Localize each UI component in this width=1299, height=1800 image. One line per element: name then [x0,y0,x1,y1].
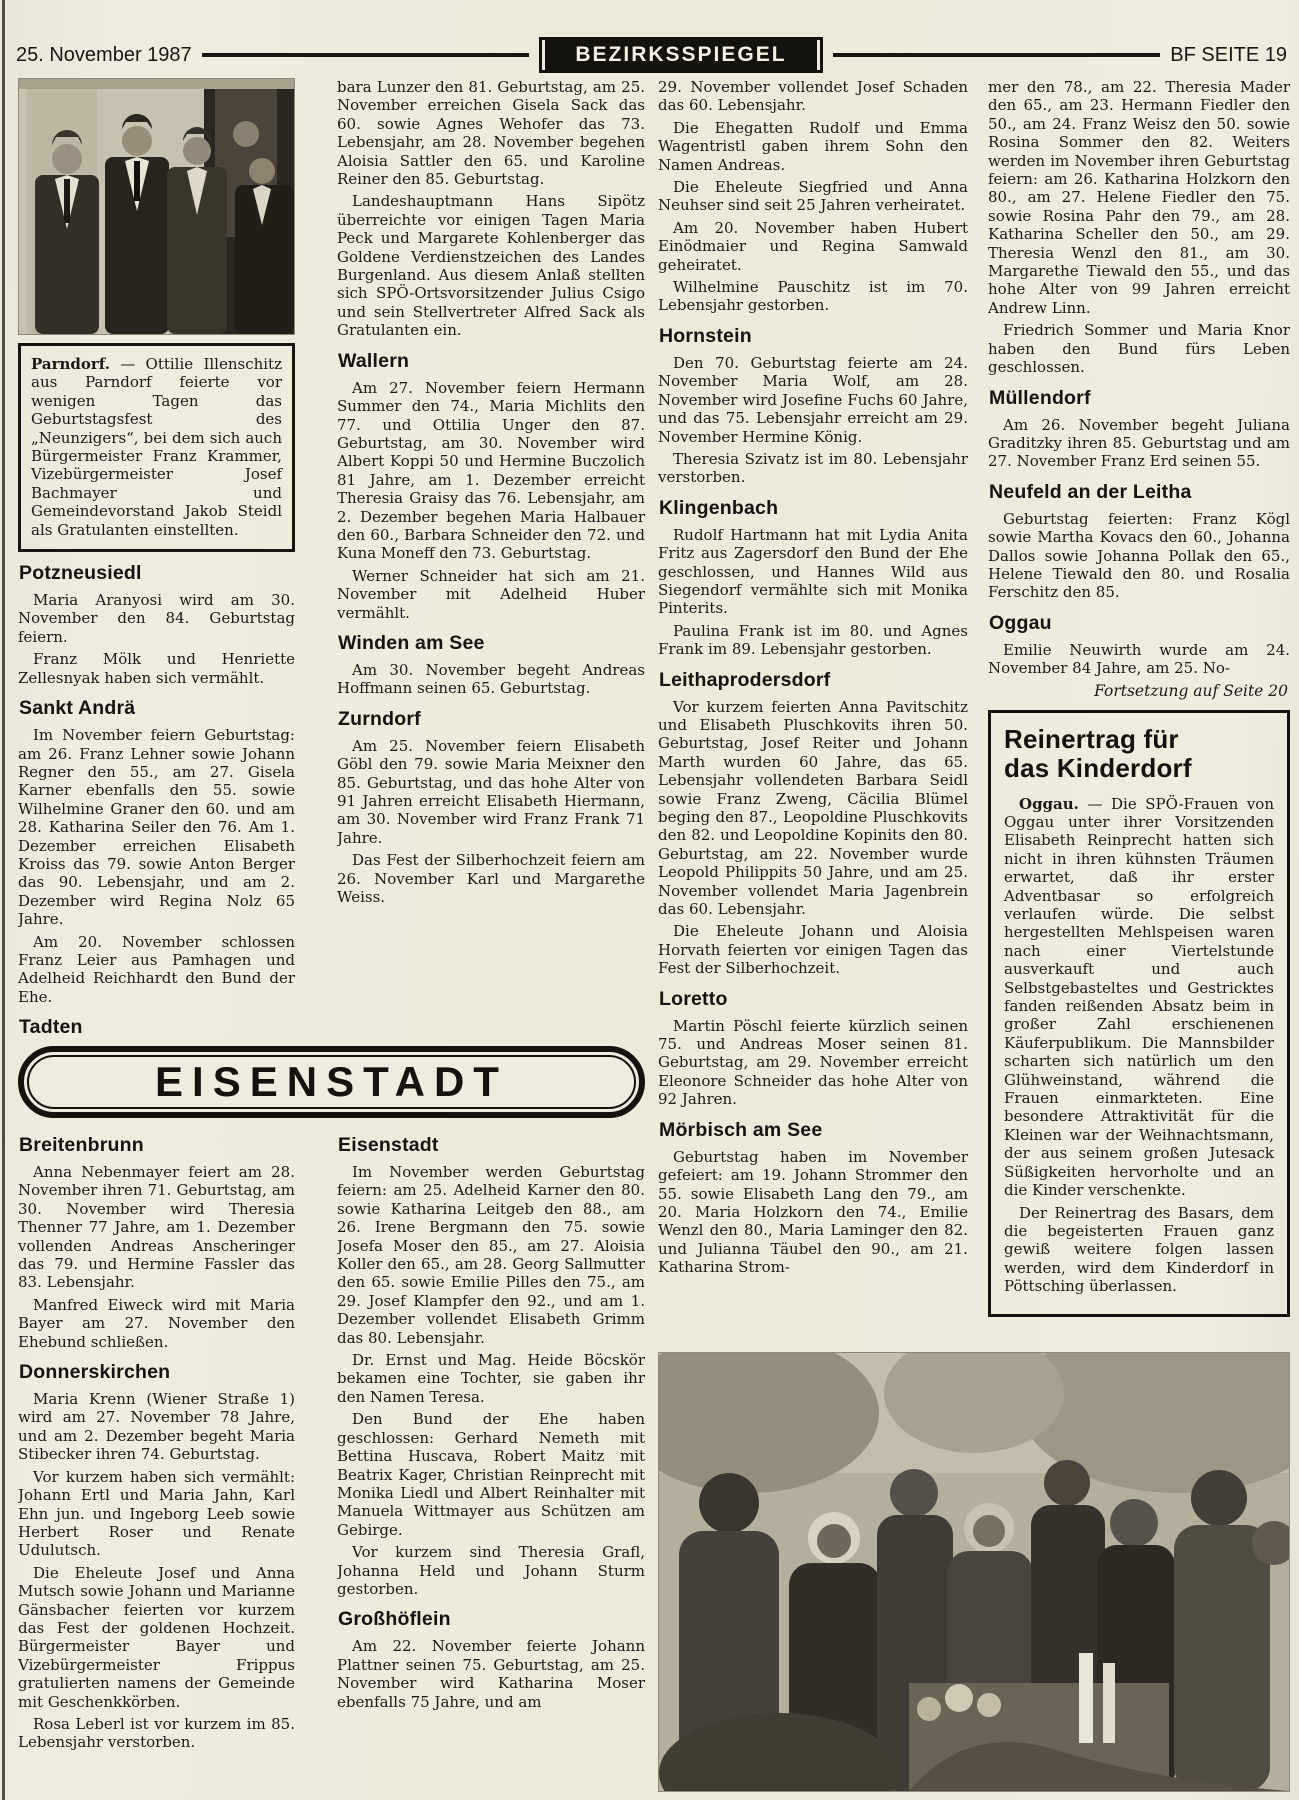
photo-caption-box [18,343,295,552]
section-heading-muellendorf: Müllendorf [989,386,1091,409]
paragraph: Dr. Ernst und Mag. Heide Böcskör bekamen eine Tochter, sie gaben ihr den Namen Teresa. [337,1351,645,1406]
section-heading-wallern: Wallern [338,349,410,372]
section-heading-winden-am-see: Winden am See [338,631,485,654]
column-1-bottom [18,1132,295,1792]
masthead-title: BEZIRKSSPIEGEL [545,39,816,72]
photo-illustration [659,1353,1289,1791]
paragraph: Rosa Leberl ist vor kurzem im 85. Lebensjahr verstorben. [18,1714,295,1752]
section-heading-klingenbach: Klingenbach [659,496,779,519]
paragraph: Franz Mölk und Henriette Zellesnyak haben sich vermählt. [18,650,295,687]
section-heading-eisenstadt: Eisenstadt [338,1134,439,1156]
page-number: BF SEITE 19 [1170,43,1287,66]
column-3 [658,78,968,1346]
eisenstadt-banner [18,1046,645,1118]
section-heading-zurndorf: Zurndorf [338,707,421,730]
masthead-box [539,37,822,73]
paragraph: Den Bund der Ehe haben geschlossen: Gerhard Nemeth mit Bettina Huscava, Robert Maitz mit Beatrix Kager, Christian Reinprecht mit Monika Liedl und Albert Reinhalter mit Manuela Wittmayer aus Schützen am Gebirge. [337,1410,645,1539]
caption-text: — Ottilie Illenschitz aus Parndorf feierte vor wenigen Tagen das Geburtstagsfest des „Neunzigers“, bei dem sich auch Bürgermeister Franz Krammer, Vizebürgermeister Josef Bachmayer und Gemeindevorstand Jakob Steidl als Gratulanten einstellten. [31,355,282,539]
photo-caption [31,355,282,539]
paragraph: Friedrich Sommer und Maria Knor haben den Bund fürs Leben geschlossen. [988,321,1290,377]
section-heading-hornstein: Hornstein [659,324,752,347]
paragraph: Im November feiern Geburtstag: am 26. Franz Lehner sowie Johann Regner den 55., am 27. Gisela Karner ebenfalls den 55. sowie Wilhelmine Graner den 60. und am 28. Katharina Seiler den 76. Am 1. Dezember erreichen Elisabeth Kroiss das 79. sowie Anton Berger das 90. Lebensjahr, und am 2. Dezember wird Regina Nolz 65 Jahre. [18,726,295,929]
column-1-top [18,78,295,1044]
page-header [16,34,1287,76]
section-heading-sankt-andrae: Sankt Andrä [19,697,136,720]
paragraph: Am 25. November feiern Elisabeth Göbl den 79. sowie Maria Meixner den 85. Geburtstag, und das hohe Alter von 91 Jahren erreicht Elisabeth Hiermann, am 30. November wird Franz Frank 71 Jahre. [337,736,645,847]
paragraph: Werner Schneider hat sich am 21. November mit Adelheid Huber vermählt. [337,566,645,622]
paragraph: Das Fest der Silberhochzeit feiern am 26. November Karl und Margarethe Weiss. [337,851,645,907]
section-heading-oggau: Oggau [989,611,1052,634]
paragraph: Paulina Frank ist im 80. und Agnes Frank im 89. Lebensjahr gestorben. [658,621,968,659]
photo-illustration [19,79,294,334]
paragraph: Am 30. November begeht Andreas Hoffmann seinen 65. Geburtstag. [337,660,645,698]
section-heading-neufeld-an-der-leitha: Neufeld an der Leitha [989,480,1192,503]
paragraph: Maria Krenn (Wiener Straße 1) wird am 27. November 78 Jahre, und am 2. Dezember begeht Maria Stibecker ihren 74. Geburtstag. [18,1390,295,1464]
paragraph: Theresia Szivatz ist im 80. Lebensjahr verstorben. [658,449,968,487]
caption-lead: Parndorf. [31,355,110,373]
paragraph: Emilie Neuwirth wurde am 24. November 84 Jahre, am 25. No- [988,640,1290,678]
paragraph: mer den 78., am 22. Theresia Mader den 65., am 23. Hermann Fiedler den 50., am 24. Franz Weisz den 50. sowie Rosina Sommer den 82. Weiters werden im November ihren Geburtstag feiern: am 26. Katharina Holzkorn den 80., am 27. Helene Fiedler den 75. sowie Rosina Pahr den 79., am 28. Katharina Scheller den 50., am 29. Theresia Wenzl den 81., am 30. Margarethe Tiewald den 55., und das hohe Alter von 99 Jahren erreicht Andrew Linn. [988,78,1290,317]
section-heading-tadten: Tadten [19,1016,83,1039]
section-heading-loretto: Loretto [659,987,728,1010]
paragraph: Die Eheleute Josef und Anna Mutsch sowie Johann und Marianne Gänsbacher feierten vor kurzem das Fest der goldenen Hochzeit. Bürgermeister Bayer und Vizebürgermeister Frippus gratulierten namens der Gemeinde mit Geschenkkörben. [18,1563,295,1711]
article-text: — Die SPÖ-Frauen von Oggau unter ihrer Vorsitzenden Elisabeth Reinprecht hatten sich nicht in ihren kühnsten Träumen erwartet, daß ihr erster Adventbasar so erfolgreich verlaufen würde. Die selbst hergestellten Mehlspeisen waren nach einer Viertelstunde ausverkauft und auch Selbstgebasteltes und Gestricktes fanden reißenden Absatz beim in großer Zahl erschienenen Käuferpublikum. Die Mannsbilder scharten sich natürlich um den Glühweinstand, während die Frauen einmarkteten. Eine besondere Attraktivität für die Kleinen war der Weihnachtsmann, der aus seinem großen Jutesack Süßigkeiten hervorholte und an die Kinder verschenkte. [1004,794,1274,1200]
section-heading-breitenbrunn: Breitenbrunn [19,1134,144,1156]
paragraph: 29. November vollendet Josef Schaden das 60. Lebensjahr. [658,78,968,115]
paragraph: Den 70. Geburtstag feierte am 24. November Maria Wolf, am 28. November wird Josefine Fuchs 60 Jahre, und das 75. Lebensjahr erreicht am 29. November Hermine König. [658,353,968,446]
advent-bazaar-photo [658,1352,1290,1792]
paragraph: Geburtstag feierten: Franz Kögl sowie Martha Kovacs den 60., Johanna Dallos sowie Johanna Pollak den 65., Helene Tiewald den 80. und Rosalia Ferschitz den 85. [988,509,1290,602]
paragraph: Vor kurzem feierten Anna Pavitschitz und Elisabeth Pluschkovits ihren 50. Geburtstag, Josef Reiter und Johann Marth wurden 60 Jahre, das 65. Lebensjahr vollendeten Barbara Seidl sowie Franz Zweng, Cäcilia Blümel beging den 87., Leopoldine Pluschkovits den 82. und Leopoldine Kopinits den 80. Geburtstag, am 22. November wurde Leopold Philippits 50 Jahre, und am 25. November vollendet Maria Jagenbrein das 60. Lebensjahr. [658,697,968,919]
paragraph: Martin Pöschl feierte kürzlich seinen 75. und Andreas Moser seinen 81. Geburtstag, am 29. November erreicht Eleonore Schneider das hohe Alter von 92 Jahren. [658,1016,968,1109]
paragraph: bara Lunzer den 81. Geburtstag, am 25. November erreichen Gisela Sack das 60. sowie Agnes Wehofer das 73. Lebensjahr, am 28. November begehen Aloisia Sattler den 65. und Karoline Reiner den 85. Geburtstag. [337,78,645,189]
continuation-note: Fortsetzung auf Seite 20 [1094,681,1288,700]
paragraph: Geburtstag haben im November gefeiert: am 19. Johann Strommer den 55. sowie Elisabeth Lang den 79., am 20. Maria Holzkorn den 74., Emilie Wenzl den 80., Maria Laminger den 82. und Julianna Täubel den 90., am 21. Katharina Strom- [658,1147,968,1277]
article-lead: Oggau. [1019,794,1079,813]
paragraph: Die Eheleute Siegfried und Anna Neuhser sind seit 25 Jahren verheiratet. [658,178,968,215]
paragraph: Der Reinertrag des Basars, dem die begeisterten Frauen ganz gewiß weitere folgen lassen werden, wird dem Kinderdorf in Pöttsching überlassen. [1004,1203,1274,1296]
paragraph: Am 20. November haben Hubert Einödmaier und Regina Samwald geheiratet. [658,218,968,274]
section-heading-potzneusiedl: Potzneusiedl [19,562,142,585]
issue-date: 25. November 1987 [16,43,192,66]
paragraph: Die Eheleute Johann und Aloisia Horvath feierten vor einigen Tagen das Fest der Silberhochzeit. [658,922,968,978]
header-rule-left [202,53,530,57]
scan-edge-artifact [2,0,5,1800]
paragraph: Wilhelmine Pauschitz ist im 70. Lebensjahr gestorben. [658,278,968,315]
article-heading-line1: Reinertrag für [1004,723,1179,754]
paragraph: Vor kurzem sind Theresia Grafl, Johanna Held und Johann Sturm gestorben. [337,1543,645,1598]
article-heading-line2: das Kinderdorf [1004,752,1192,783]
paragraph [1004,795,1274,1200]
paragraph: Am 27. November feiern Hermann Summer den 74., Maria Michlits den 77. und Ottilia Unger den 87. Geburtstag, am 30. November wird Albert Koppi 50 und Hermine Buczolich 81 Jahre, am 1. Dezember erreicht Theresia Graisy das 76. Lebensjahr, am 2. Dezember begehen Maria Halbauer den 60., Barbara Schneider den 72. und Kuna Moneff den 73. Geburtstag. [337,378,645,563]
article-heading [1004,725,1274,783]
section-heading-grosshoeflein: Großhöflein [338,1608,451,1631]
paragraph: Vor kurzem haben sich vermählt: Johann Ertl und Maria Jahn, Karl Ehn jun. und Ingeborg Leeb sowie Herbert Roser und Renate Udulutsch. [18,1467,295,1560]
column-2-top [337,78,645,1044]
paragraph: Die Ehegatten Rudolf und Emma Wagentristl gaben ihrem Sohn den Namen Andreas. [658,118,968,174]
paragraph: Maria Aranyosi wird am 30. November den 84. Geburtstag feiern. [18,591,295,646]
paragraph: Rudolf Hartmann hat mit Lydia Anita Fritz aus Zagersdorf den Bund der Ehe geschlossen, und Hannes Wild aus Siegendorf vermählte sich mit Monika Pinterits. [658,525,968,618]
paragraph: Am 20. November schlossen Franz Leier aus Pamhagen und Adelheid Reichhardt den Bund der Ehe. [18,932,295,1006]
section-heading-leithaprodersdorf: Leithaprodersdorf [659,668,831,691]
kinderdorf-article-box [988,710,1290,1317]
header-rule-right [833,53,1161,57]
column-2-bottom [337,1132,645,1792]
paragraph: Am 22. November feierte Johann Plattner seinen 75. Geburtstag, am 25. November wird Katharina Moser ebenfalls 75 Jahre, und am [337,1637,645,1711]
paragraph: Im November werden Geburtstag feiern: am 25. Adelheid Karner den 80. sowie Katharina Leitgeb den 88., am 26. Irene Bergmann den 75. sowie Josefa Moser den 85., am 27. Aloisia Koller den 65., am 28. Georg Sallmutter den 65. sowie Emilie Pilles den 75., am 29. Josef Klampfer den 92., und am 1. Dezember vollendet Elisabeth Grimm das 80. Lebensjahr. [337,1163,645,1347]
section-heading-donnerskirchen: Donnerskirchen [19,1361,171,1384]
paragraph: Manfred Eiweck wird mit Maria Bayer am 27. November den Ehebund schließen. [18,1295,295,1351]
paragraph: Am 26. November begeht Juliana Graditzky ihren 85. Geburtstag und am 27. November Franz Erd seinen 55. [988,415,1290,471]
paragraph: Anna Nebenmayer feiert am 28. November ihren 71. Geburtstag, am 30. November wird Theresia Thenner 77 Jahre, am 1. Dezember vollenden Andreas Anscheringer das 79. und Hermine Fassler das 83. Lebensjahr. [18,1163,295,1292]
parndorf-group-photo [18,78,295,335]
paragraph: Landeshauptmann Hans Sipötz überreichte vor einigen Tagen Maria Peck und Margarete Kohlenberger das Goldene Verdienstzeichen des Landes Burgenland. Aus diesem Anlaß stellten sich SPÖ-Ortsvorsitzender Julius Csigo und sein Stellvertreter Alfred Sack als Gratulanten ein. [337,192,645,340]
section-heading-moerbisch-am-see: Mörbisch am See [659,1118,823,1141]
eisenstadt-banner-text: EISENSTADT [27,1055,636,1109]
